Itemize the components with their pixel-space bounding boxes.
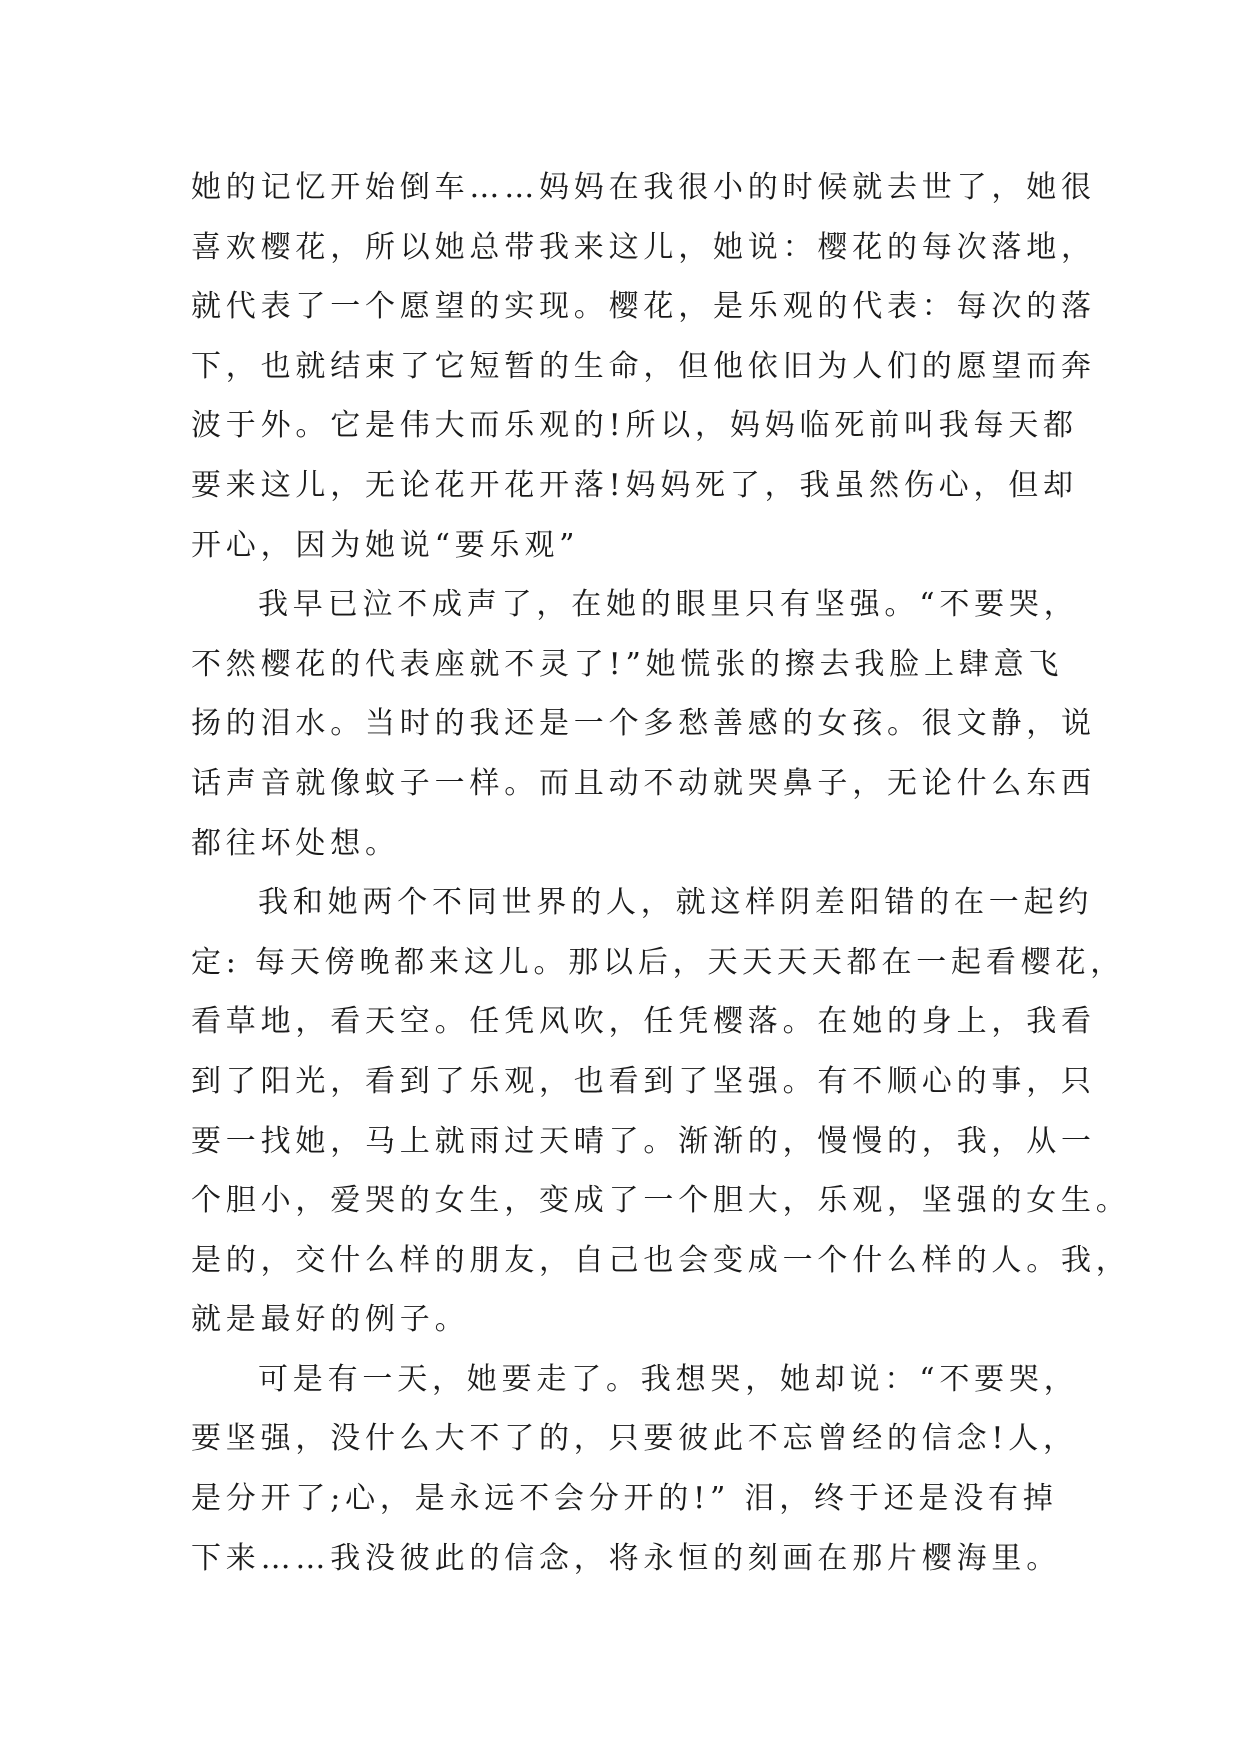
text-line: 下，也就结束了它短暂的生命，但他依旧为人们的愿望而奔 [191, 348, 1096, 384]
text-line: 波于外。它是伟大而乐观的!所以，妈妈临死前叫我每天都 [191, 408, 1078, 444]
text-line: 个胆小，爱哭的女生，变成了一个胆大，乐观，坚强的女生。 [191, 1183, 1131, 1219]
paragraph-4 [191, 1350, 1091, 1588]
body-text [191, 158, 1131, 1588]
text-line: 就代表了一个愿望的实现。樱花，是乐观的代表：每次的落 [191, 289, 1096, 325]
text-line: 话声音就像蚊子一样。而且动不动就哭鼻子，无论什么东西 [191, 765, 1096, 801]
text-line: 下来……我没彼此的信念，将永恒的刻画在那片樱海里。 [191, 1540, 1061, 1576]
text-line: 要一找她，马上就雨过天晴了。渐渐的，慢慢的，我，从一 [191, 1123, 1096, 1159]
paragraph-1 [191, 158, 1096, 575]
text-line: 我早已泣不成声了，在她的眼里只有坚强。“不要哭， [258, 587, 1079, 623]
text-line: 是分开了;心，是永远不会分开的!” 泪，终于还是没有掉 [191, 1481, 1058, 1517]
text-line: 就是最好的例子。 [191, 1302, 470, 1338]
text-line: 扬的泪水。当时的我还是一个多愁善感的女孩。很文静，说 [191, 706, 1096, 742]
text-line: 不然樱花的代表座就不灵了!”她慌张的擦去我脸上肆意飞 [191, 646, 1064, 682]
paragraph-3 [191, 873, 1131, 1350]
text-line: 是的，交什么样的朋友，自己也会变成一个什么样的人。我， [191, 1242, 1131, 1278]
text-line: 可是有一天，她要走了。我想哭，她却说：“不要哭， [258, 1361, 1079, 1397]
text-line: 定: 每天傍晚都来这儿。那以后，天天天天都在一起看樱花， [191, 944, 1126, 980]
text-line: 看草地，看天空。任凭风吹，任凭樱落。在她的身上，我看 [191, 1004, 1096, 1040]
paragraph-2 [191, 575, 1096, 873]
text-line: 她的记忆开始倒车……妈妈在我很小的时候就去世了，她很 [191, 170, 1096, 205]
text-line: 要坚强，没什么大不了的，只要彼此不忘曾经的信念!人， [191, 1421, 1078, 1457]
text-line: 要来这儿，无论花开花开落!妈妈死了，我虽然伤心，但却 [191, 467, 1078, 503]
text-line: 我和她两个不同世界的人，就这样阴差阳错的在一起约 [258, 885, 1094, 921]
text-line: 开心，因为她说“要乐观” [191, 527, 580, 563]
text-line: 喜欢樱花，所以她总带我来这儿，她说：樱花的每次落地， [191, 229, 1096, 265]
text-line: 到了阳光，看到了乐观，也看到了坚强。有不顺心的事，只 [191, 1063, 1096, 1099]
text-line: 都往坏处想。 [191, 825, 400, 861]
